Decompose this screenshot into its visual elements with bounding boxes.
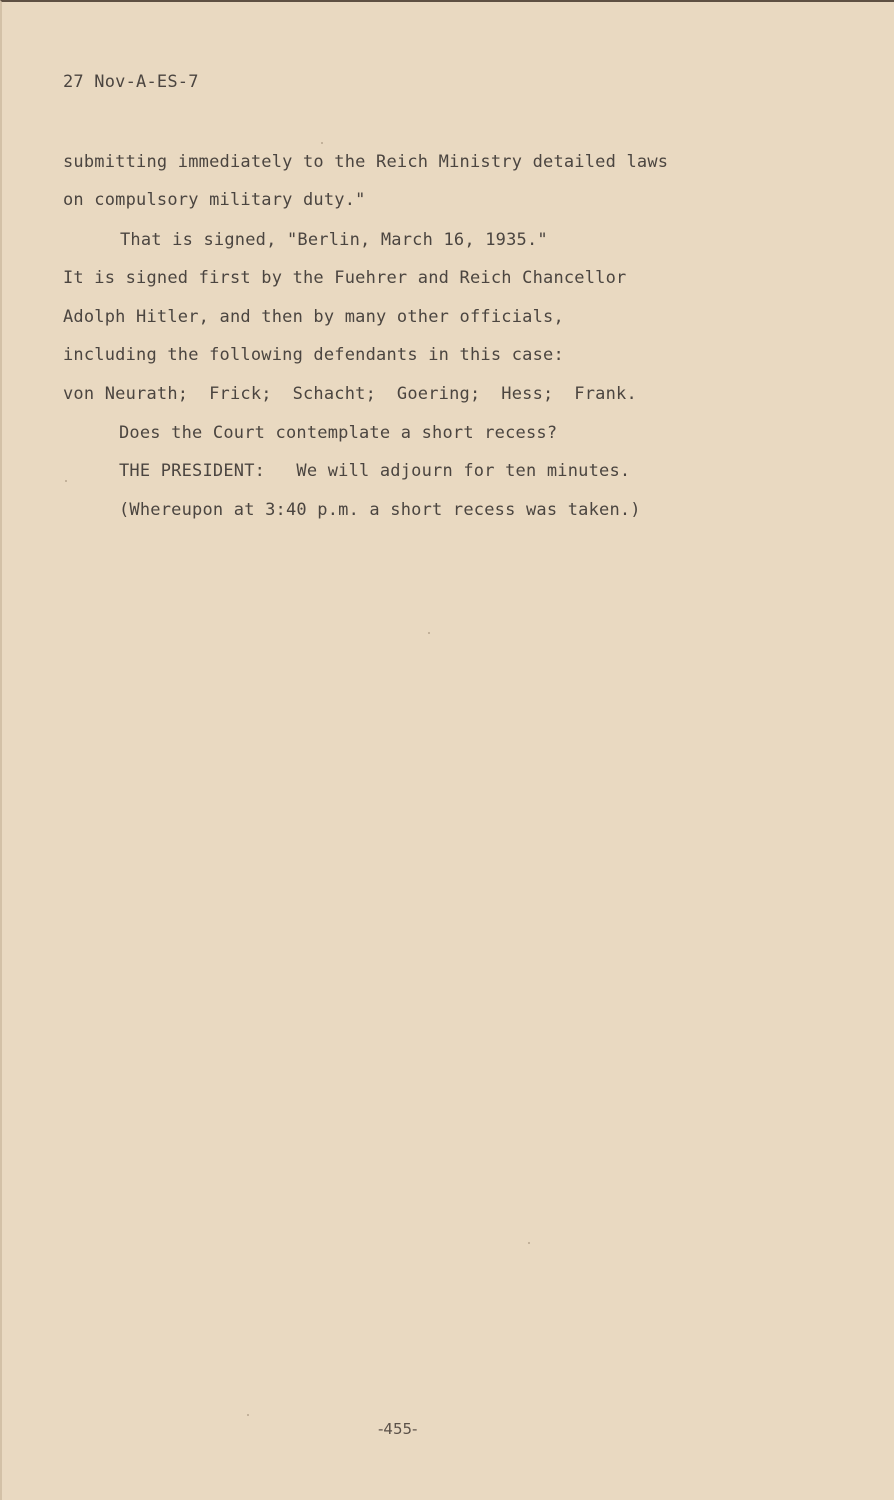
text-line: on compulsory military duty." [63, 190, 366, 210]
text-line: including the following defendants in this case: [63, 345, 564, 365]
president-line: THE PRESIDENT: We will adjourn for ten minutes. [119, 461, 631, 481]
text-line: submitting immediately to the Reich Ministry detailed laws [63, 152, 669, 172]
text-line: It is signed first by the Fuehrer and Reich Chancellor [63, 268, 627, 288]
text-line: That is signed, "Berlin, March 16, 1935." [120, 230, 548, 250]
text-line: Adolph Hitler, and then by many other officials, [63, 307, 564, 327]
paper-speck [528, 1242, 530, 1244]
defendants-line: von Neurath; Frick; Schacht; Goering; Hess; Frank. [63, 384, 637, 404]
paper-speck [247, 1414, 249, 1416]
page-number: -455- [378, 1420, 418, 1438]
paper-speck [321, 142, 323, 144]
document-header: 27 Nov-A-ES-7 [63, 72, 199, 92]
paper-speck [65, 480, 67, 482]
text-line: Does the Court contemplate a short recess? [119, 423, 558, 443]
paper-speck [428, 632, 430, 634]
recess-line: (Whereupon at 3:40 p.m. a short recess was taken.) [119, 500, 641, 520]
